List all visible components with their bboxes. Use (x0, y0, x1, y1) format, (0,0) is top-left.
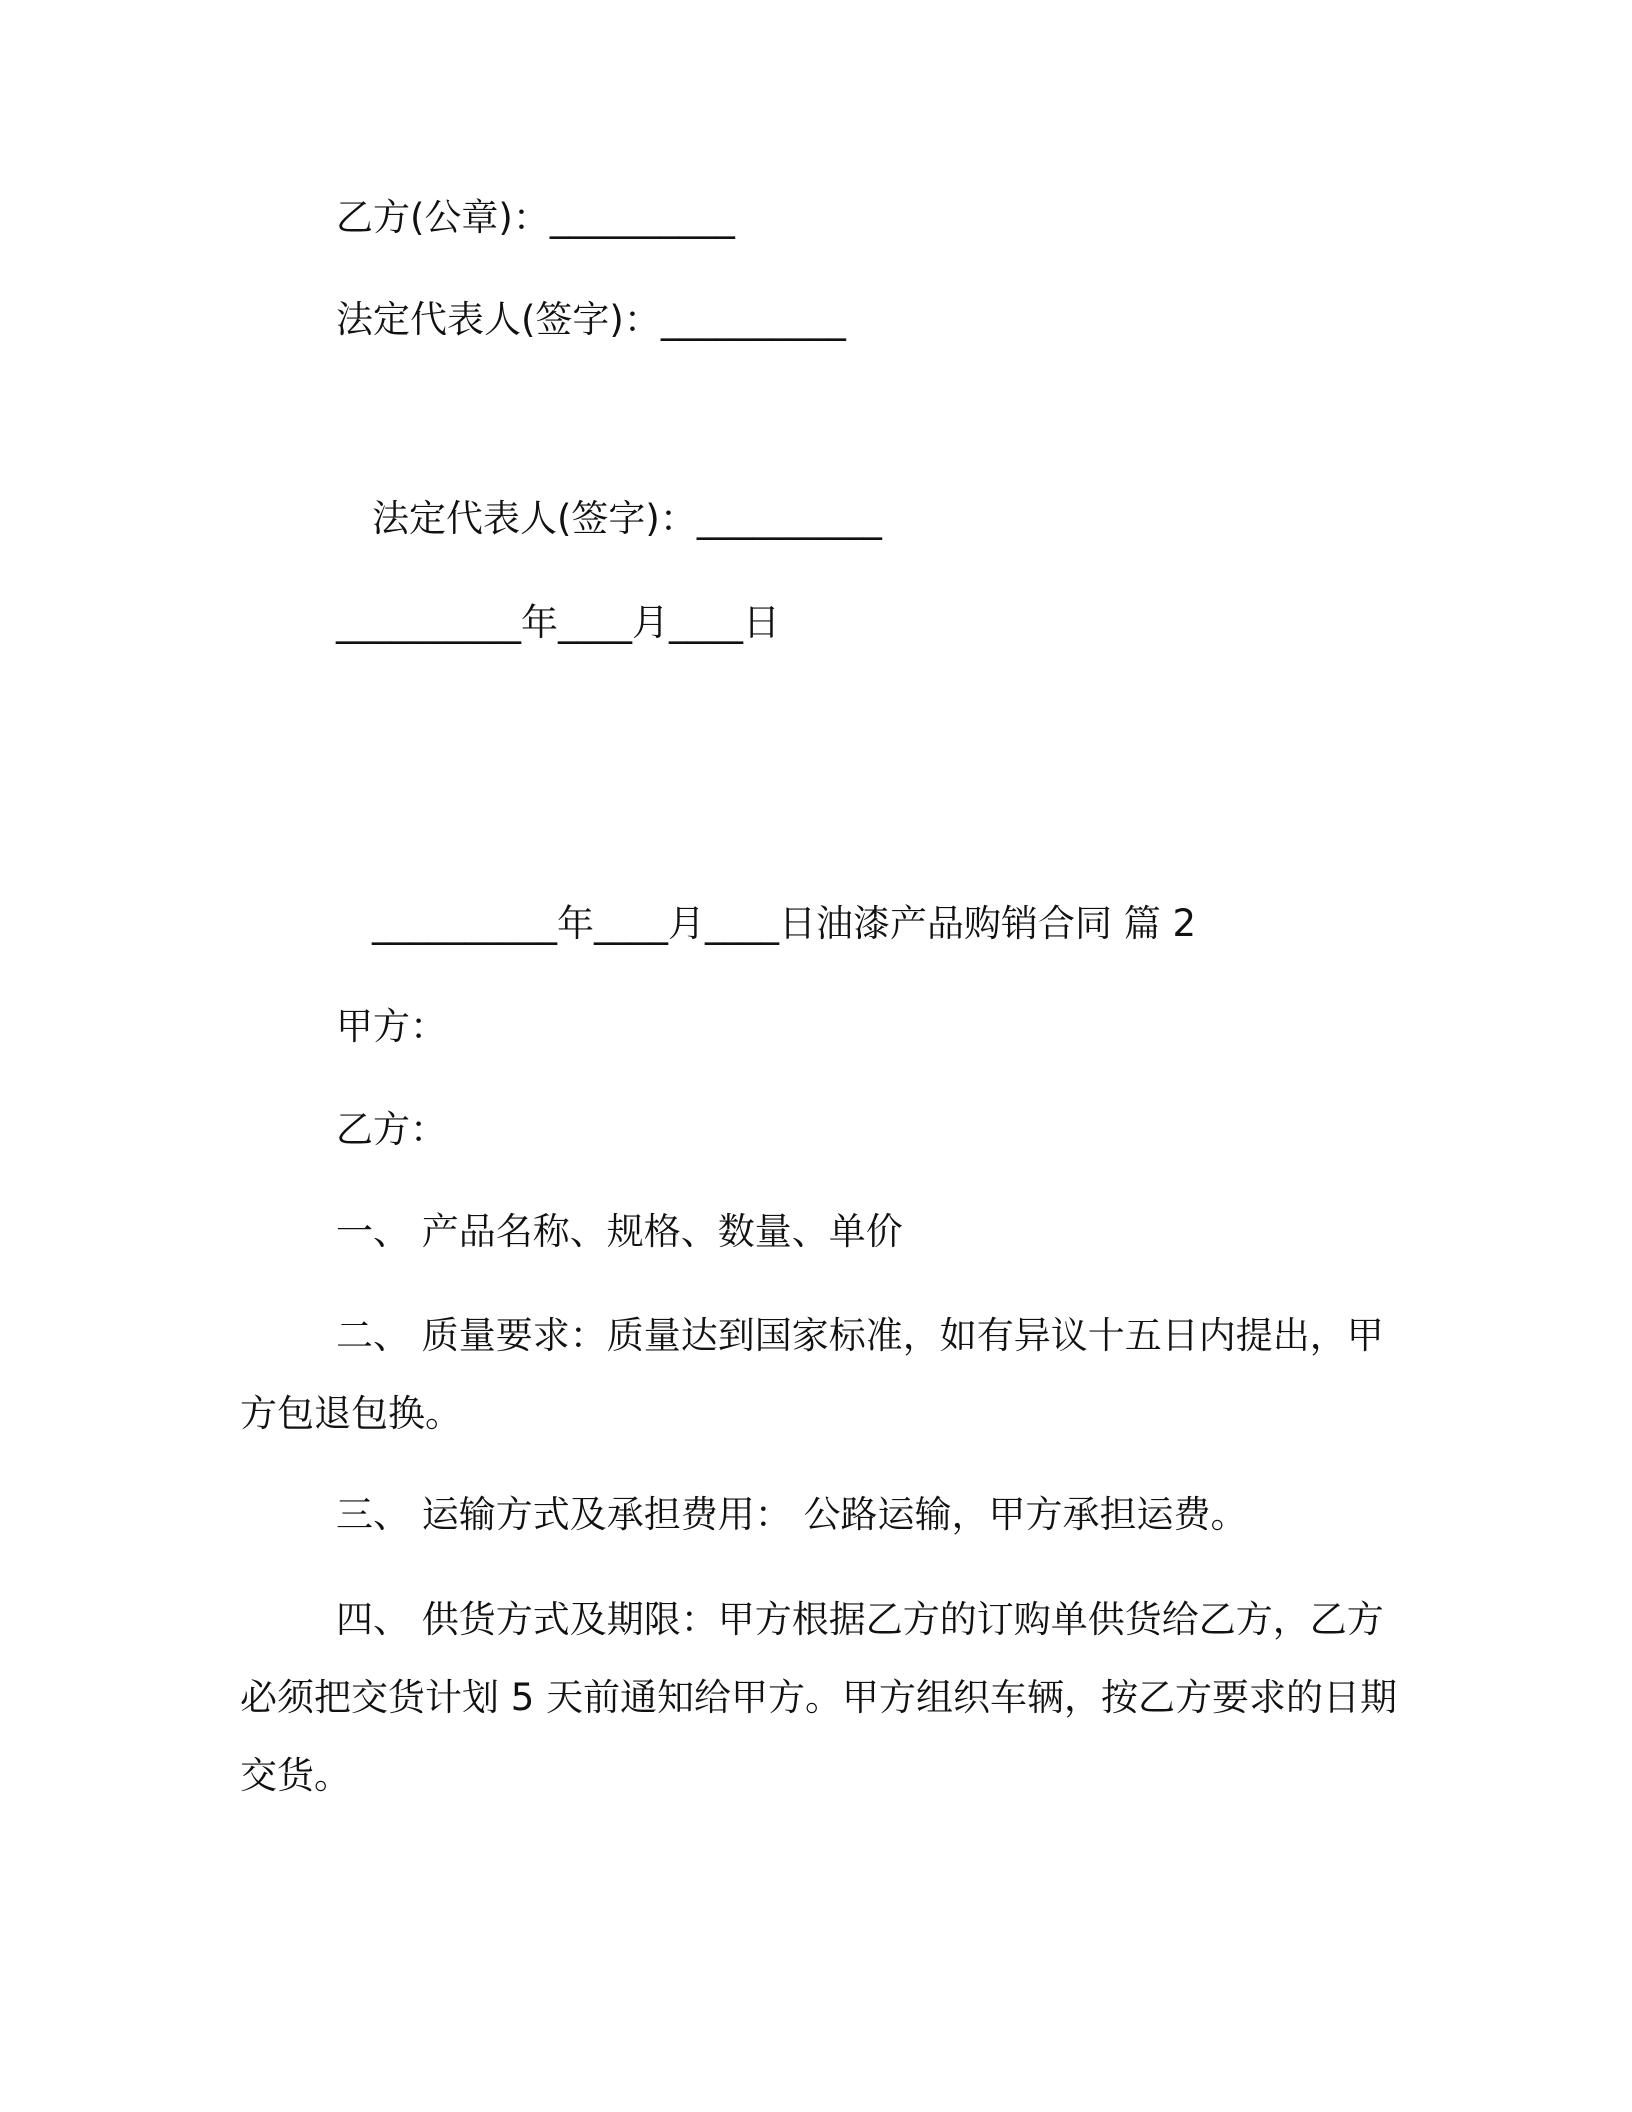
contract-title: __________年____月____日油漆产品购销合同 篇 2 (372, 902, 1197, 945)
legal-rep-signature-line: 法定代表人(签字)：__________ (336, 298, 846, 341)
clause-2-quality: 二、 质量要求：质量达到国家标准，如有异议十五日内提出，甲方包退包换。 (240, 1314, 1384, 1435)
clause-3-transport: 三、 运输方式及承担费用： 公路运输，甲方承担运费。 (336, 1493, 1248, 1536)
clause-1-product-info: 一、 产品名称、规格、数量、单价 (336, 1210, 903, 1253)
party-b-seal-line: 乙方(公章)：__________ (336, 196, 735, 239)
party-a-label: 甲方： (336, 1005, 447, 1048)
legal-rep-signature-line-second: 法定代表人(签字)：__________ (372, 497, 882, 540)
signature-date-line: __________年____月____日 (336, 601, 780, 644)
party-b-label: 乙方： (336, 1108, 447, 1151)
clause-4-supply: 四、 供货方式及期限：甲方根据乙方的订购单供货给乙方，乙方必须把交货计划 5 天前通知给甲方。甲方组织车辆，按乙方要求的日期交货。 (240, 1598, 1398, 1797)
